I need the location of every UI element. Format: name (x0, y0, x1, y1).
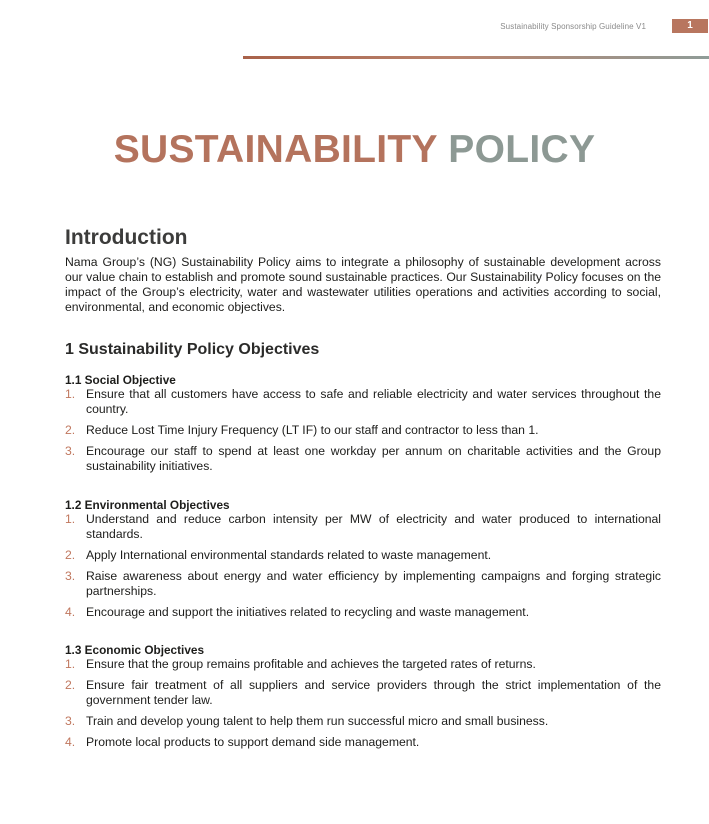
economic-objectives-list (65, 657, 661, 750)
list-number: 3. (65, 714, 76, 728)
page-title (0, 128, 709, 172)
list-item (65, 548, 661, 563)
list-item (65, 605, 661, 620)
list-number: 3. (65, 569, 76, 583)
objectives-heading: 1 Sustainability Policy Objectives (65, 341, 320, 358)
economic-objectives-section (65, 643, 661, 756)
list-item (65, 512, 661, 542)
list-item-text: Ensure fair treatment of all suppliers and service providers through the strict implementation of the government tender law. (86, 678, 661, 707)
list-item-text: Reduce Lost Time Injury Frequency (LT IF) to our staff and contractor to less than 1. (86, 423, 539, 437)
list-item-text: Train and develop young talent to help them run successful micro and small business. (86, 714, 549, 728)
list-item-text: Ensure that all customers have access to safe and reliable electricity and water services throughout the country. (86, 387, 661, 416)
social-objective-section (65, 373, 661, 480)
social-objective-list (65, 387, 661, 474)
list-item-text: Encourage and support the initiatives related to recycling and waste management. (86, 605, 530, 619)
list-number: 4. (65, 605, 76, 619)
list-item (65, 444, 661, 474)
list-number: 2. (65, 548, 76, 562)
list-item-text: Understand and reduce carbon intensity per MW of electricity and water produced to international standards. (86, 512, 661, 541)
list-number: 2. (65, 423, 76, 437)
list-number: 3. (65, 444, 76, 458)
list-number: 1. (65, 387, 76, 401)
list-item-text: Ensure that the group remains profitable and achieves the targeted rates of returns. (86, 657, 536, 671)
social-objective-heading: 1.1 Social Objective (65, 373, 176, 387)
list-number: 4. (65, 735, 76, 749)
title-word-policy: POLICY (448, 128, 596, 171)
introduction-heading: Introduction (65, 226, 188, 249)
list-item-text: Promote local products to support demand side management. (86, 735, 420, 749)
list-item (65, 569, 661, 599)
environmental-objectives-list (65, 512, 661, 620)
header-divider (243, 56, 709, 59)
list-item (65, 423, 661, 438)
list-number: 1. (65, 657, 76, 671)
list-item-text: Raise awareness about energy and water efficiency by implementing campaigns and forging strategic partnerships. (86, 569, 661, 598)
environmental-objectives-heading: 1.2 Environmental Objectives (65, 498, 230, 512)
page-number-badge: 1 (672, 19, 708, 33)
economic-objectives-heading: 1.3 Economic Objectives (65, 643, 204, 657)
running-header: Sustainability Sponsorship Guideline V1 (500, 22, 646, 31)
introduction-paragraph: Nama Group’s (NG) Sustainability Policy aims to integrate a philosophy of sustainable development across our value chain to establish and promote sound sustainable practices. Our Sustainability Policy focuses on the impact of the Group’s electricity, water and wastewater utilities operations and activities according to social, environmental, and economic objectives. (65, 255, 661, 314)
list-item (65, 714, 661, 729)
list-item-text: Encourage our staff to spend at least one workday per annum on charitable activities and the Group sustainability initiatives. (86, 444, 661, 473)
environmental-objectives-section (65, 498, 661, 626)
title-word-sustainability: SUSTAINABILITY (113, 128, 438, 171)
list-item (65, 657, 661, 672)
list-number: 2. (65, 678, 76, 692)
list-item (65, 735, 661, 750)
list-item (65, 678, 661, 708)
list-number: 1. (65, 512, 76, 526)
list-item-text: Apply International environmental standards related to waste management. (86, 548, 492, 562)
list-item (65, 387, 661, 417)
